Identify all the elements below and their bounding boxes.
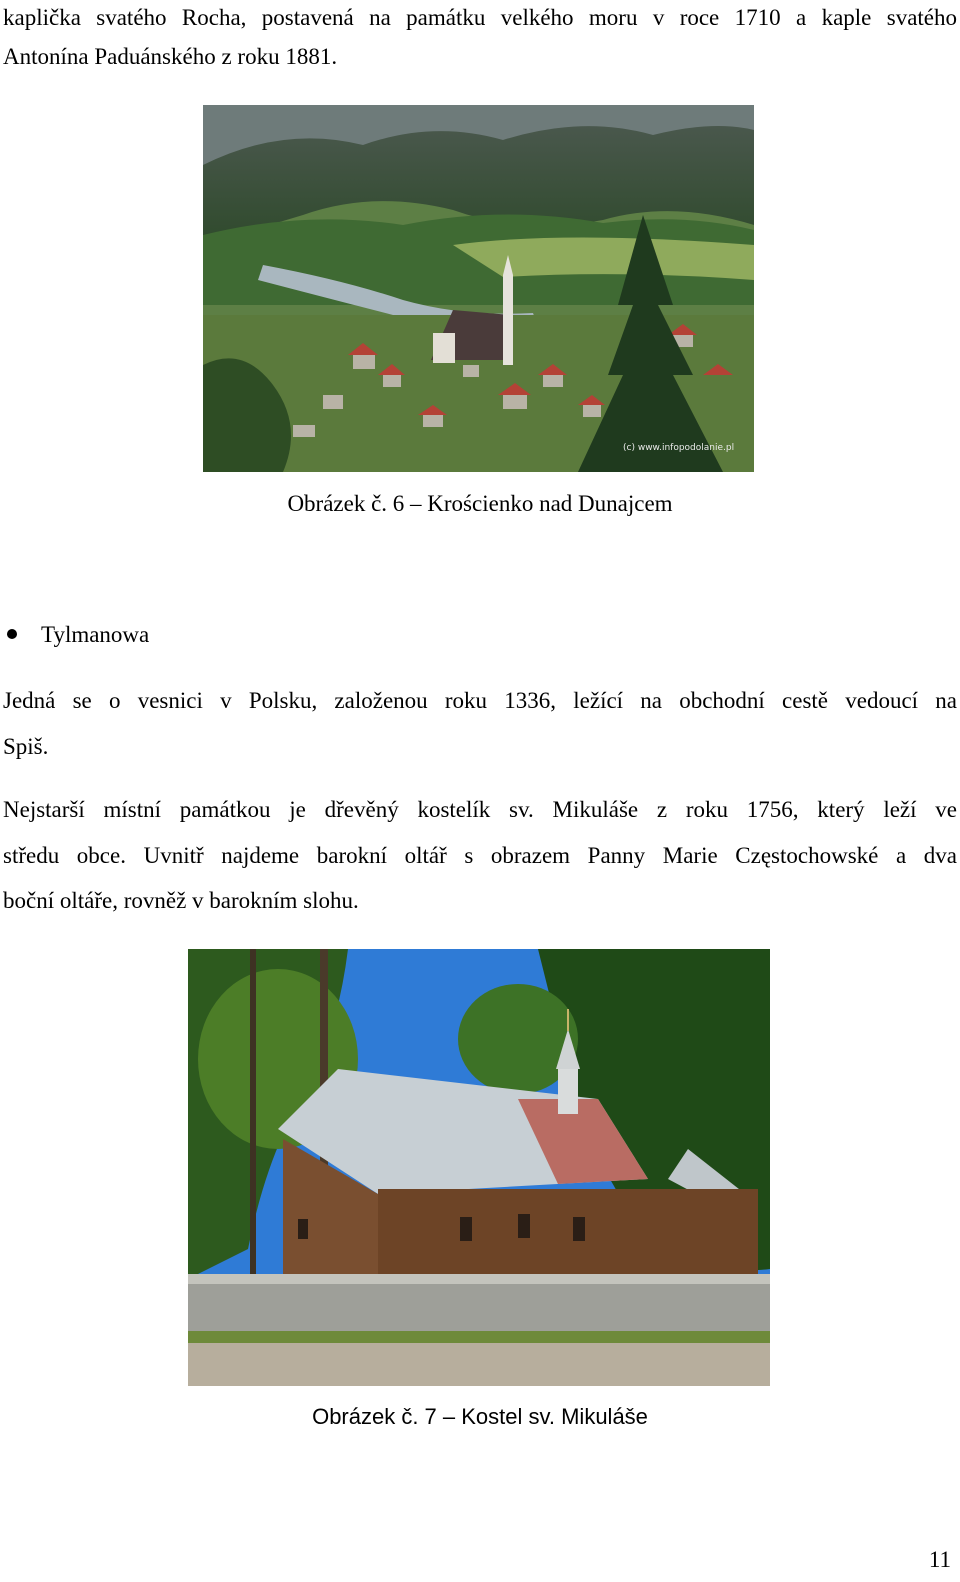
intro-line-2: Antonína Paduánského z roku 1881. (3, 44, 338, 69)
para2-line-3: boční oltáře, rovněž v barokním slohu. (3, 888, 359, 913)
para2-line-2: středu obce. Uvnitř najdeme barokní oltář s obrazem Panny Marie Częstochowské a dva (3, 843, 957, 868)
photo-watermark: (c) www.infopodolanie.pl (623, 443, 735, 453)
para1-line-2: Spiš. (3, 734, 49, 759)
figure-7-caption: Obrázek č. 7 – Kostel sv. Mikuláše (312, 1404, 648, 1429)
intro-line-1: kaplička svatého Rocha, postavená na památku velkého moru v roce 1710 a kaple svatého (3, 5, 957, 30)
bullet-title: Tylmanowa (41, 622, 150, 647)
para1-line-1: Jedná se o vesnici v Polsku, založenou roku 1336, ležící na obchodní cestě vedoucí na (3, 688, 957, 713)
village-photo (203, 105, 754, 472)
figure-6-caption: Obrázek č. 6 – Krościenko nad Dunajcem (287, 491, 673, 516)
para2-line-1: Nejstarší místní památkou je dřevěný kostelík sv. Mikuláše z roku 1756, který leží ve (3, 797, 957, 822)
church-photo (188, 949, 770, 1386)
page-number: 11 (928, 1547, 951, 1572)
bullet-icon (7, 629, 17, 639)
